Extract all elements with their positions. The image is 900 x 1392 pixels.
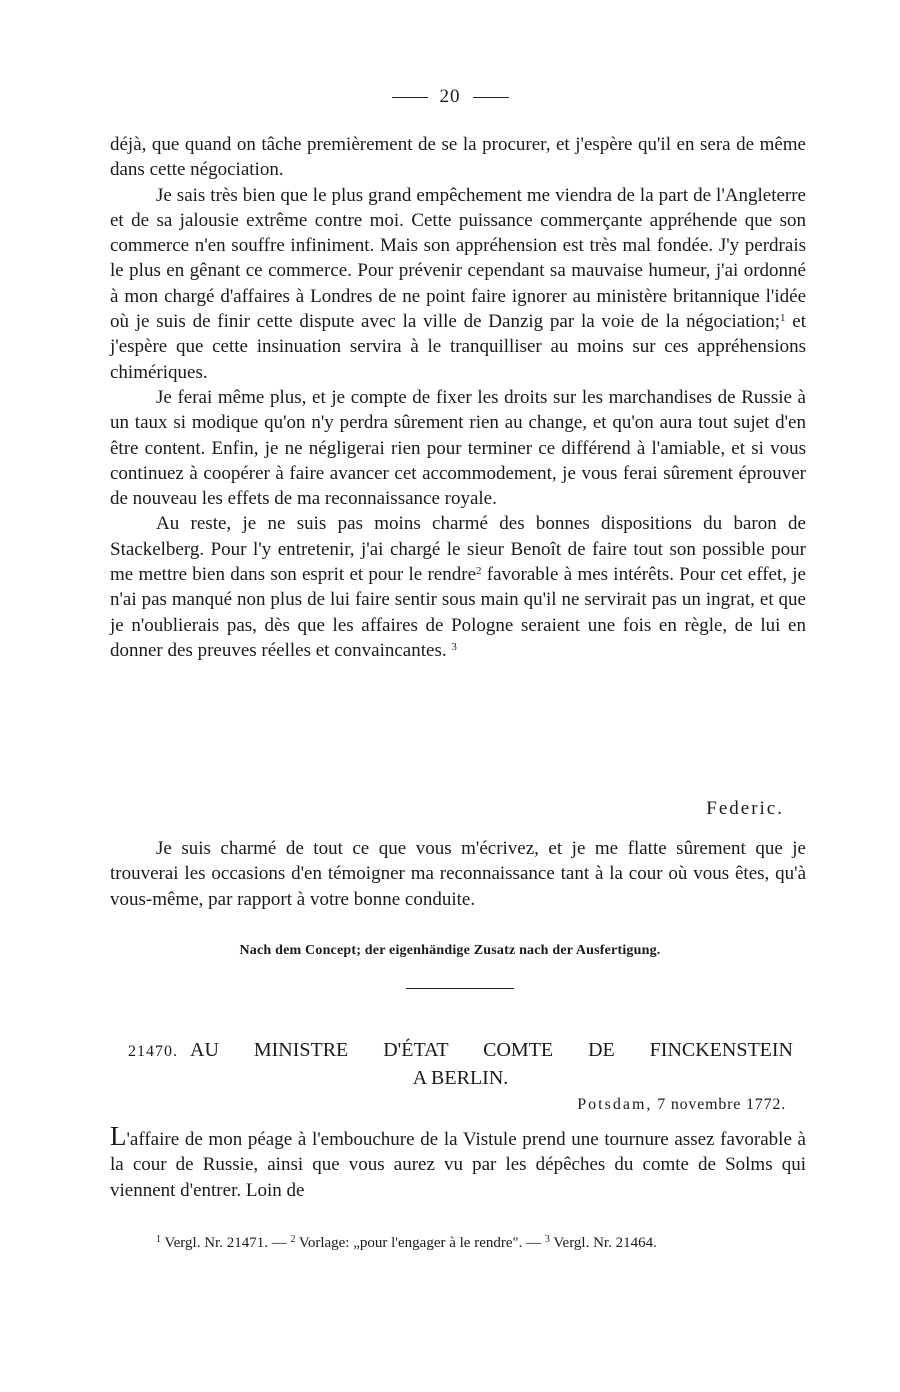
letter-title: AU MINISTRE D'ÉTAT COMTE DE FINCKENSTEIN	[190, 1039, 793, 1061]
header-dash-left	[392, 97, 428, 98]
letter-heading	[128, 1037, 793, 1091]
page-header	[0, 86, 900, 108]
footnote-line: $^1$ Vergl. Nr. 21471. — $^2$ Vorlage: „pour l'engager à le rendre". — $^3$ Vergl. Nr. 21464.	[156, 1234, 657, 1251]
dateline	[577, 1096, 786, 1114]
footnote-ref-1[interactable]: 1	[780, 312, 786, 325]
page-number: 20	[439, 86, 461, 107]
letter-number: 21470.	[128, 1043, 178, 1060]
postscript	[110, 836, 806, 912]
footnotes	[110, 1232, 806, 1254]
footnote-mark-3: 3	[544, 1234, 550, 1245]
paragraph-russia: Je ferai même plus, et je compte de fixer les droits sur les marchandises de Russie à un taux si modique qu'on n'y perdra sûrement rien au change, et qu'on aura tout sujet d'en être content. Enfin, je ne négligerai rien pour terminer ce différend à l'amiable, et si vous continuez à coopérer à faire avancer cet accommodement, je vous ferai sûrement éprouver de nouveau les effets de ma reconnaissance royale.	[110, 386, 806, 510]
letter-destination: A BERLIN.	[412, 1067, 509, 1089]
footnote-mark-2: 2	[290, 1234, 296, 1245]
paragraph-england: Je sais très bien que le plus grand empêchement me viendra de la part de l'Angleterre et de sa jalousie extrême contre moi. Cette puissance commerçante appréhende que son commerce n'en souffre infiniment. Mais son appréhension est très mal fondée. J'y perdrais le plus en gênant ce commerce. Pour prévenir cependant sa mauvaise humeur, j'ai ordonné à mon chargé d'affaires à Londres de ne point faire ignorer au ministère britannique l'idée où je suis de finir cette dispute avec la ville de Danzig par la voie de la négociation;$^1$ et j'espère que cette insinuation servira à le tranquilliser au moins sur ces appréhensions chimériques.	[110, 184, 806, 383]
dateline-place: Potsdam,	[577, 1096, 653, 1113]
letter-body-main	[110, 132, 806, 663]
footnote-ref-2[interactable]: 2	[476, 565, 482, 578]
drop-cap: L	[110, 1121, 127, 1151]
section-separator	[406, 988, 514, 989]
header-dash-right	[473, 97, 509, 98]
dateline-date: 7 novembre 1772.	[657, 1096, 786, 1113]
paragraph-postscript: Je suis charmé de tout ce que vous m'écrivez, et je me flatte sûrement que je trouverai les occasions d'en témoigner ma reconnaissance tant à la cour où vous êtes, qu'à vous-même, par rapport à votre bonne conduite.	[110, 838, 806, 910]
source-note: Nach dem Concept; der eigenhändige Zusatz nach der Ausfertigung.	[239, 943, 661, 958]
paragraph-stackelberg: Au reste, je ne suis pas moins charmé des bonnes dispositions du baron de Stackelberg. Pour l'y entretenir, j'ai chargé le sieur Benoît de faire tout son possible pour me mettre bien dans son esprit et pour le rendre$^2$ favorable à mes intérêts. Pour cet effet, je n'ai pas manqué non plus de lui faire sentir sous main qu'il ne servirait pas un ingrat, et que je n'oublierais pas, dès que les affaires de Pologne seraient une fois en règle, de lui en donner des preuves réelles et convaincantes. $^3$	[110, 513, 806, 661]
footnote-mark-1: 1	[156, 1234, 161, 1245]
footnote-ref-3[interactable]: 3	[451, 640, 457, 653]
letter-body-second	[110, 1121, 806, 1203]
paragraph-continuation: déjà, que quand on tâche premièrement de se la procurer, et j'espère qu'il en sera de même dans cette négociation.	[110, 134, 806, 181]
signature: Federic.	[706, 798, 784, 819]
paragraph-vistula: L'affaire de mon péage à l'embouchure de la Vistule prend une tournure assez favorable à la cour de Russie, ainsi que vous aurez vu par les dépêches du comte de Solms qui viennent d'entrer. Loin de	[110, 1121, 806, 1201]
